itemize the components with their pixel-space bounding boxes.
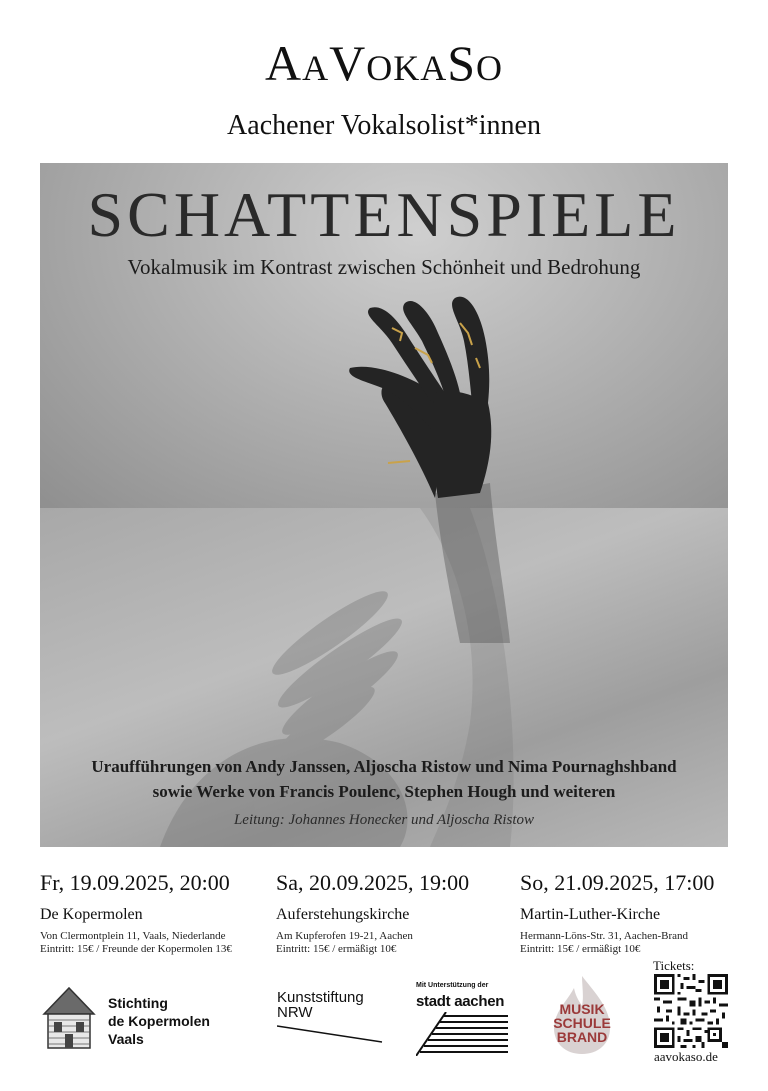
stadt-aachen-wordmark: stadt aachen (416, 993, 505, 1010)
event-address: Am Kupferofen 19-21, Aachen (276, 930, 413, 942)
event-venue: De Kopermolen (40, 906, 143, 923)
kopermolen-line: Vaals (108, 1031, 144, 1047)
event-venue: Auferstehungskirche (276, 906, 410, 923)
event-date: Fr, 19.09.2025, 20:00 (40, 870, 230, 895)
mill-building-icon (40, 984, 98, 1050)
brand-subtitle: Aachener Vokalsolist*innen (227, 110, 541, 141)
musikschule-line: MUSIK (559, 1001, 605, 1017)
stadt-aachen-stripes-icon (416, 1012, 508, 1056)
event-date: So, 21.09.2025, 17:00 (520, 870, 715, 895)
event-fee: Eintritt: 15€ / ermäßigt 10€ (520, 943, 641, 955)
event-fee: Eintritt: 15€ / ermäßigt 10€ (276, 943, 397, 955)
event-3 (520, 872, 714, 955)
conductors-line: Leitung: Johannes Honecker und Aljoscha Ristow (233, 812, 535, 828)
works-line: sowie Werke von Francis Poulenc, Stephen Hough und weiteren (152, 782, 616, 801)
stadt-aachen-logo (416, 982, 508, 1056)
musikschule-line: SCHULE (553, 1015, 611, 1031)
event-venue: Martin-Luther-Kirche (520, 906, 661, 923)
event-2 (276, 872, 469, 955)
musikschule-logo (548, 974, 616, 1056)
concert-title: SCHATTENSPIELE (87, 179, 681, 250)
kopermolen-line: de Kopermolen (108, 1013, 210, 1029)
support-label: Mit Unterstützung der (416, 982, 489, 989)
premieres-line: Uraufführungen von Andy Janssen, Aljoscha Ristow und Nima Pournaghshband (91, 757, 677, 776)
brand-title: AAVOKASO (264, 35, 504, 91)
tickets-url[interactable]: aavokaso.de (654, 1049, 718, 1064)
musikschule-line: BRAND (556, 1029, 608, 1045)
kunststiftung-line-graphic (277, 1020, 387, 1050)
concert-subtitle: Vokalmusik im Kontrast zwischen Schönheit und Bedrohung (127, 255, 641, 279)
event-address: Hermann-Löns-Str. 31, Aachen-Brand (520, 930, 689, 942)
kopermolen-line: Stichting (108, 995, 168, 1011)
kunststiftung-line: NRW (277, 1004, 313, 1021)
kunststiftung-line: Kunststiftung (277, 989, 364, 1006)
poster-image (40, 163, 728, 847)
event-1 (40, 872, 232, 955)
tickets-label: Tickets: (653, 958, 695, 973)
event-fee: Eintritt: 15€ / Freunde der Kopermolen 13€ (40, 943, 232, 955)
event-date: Sa, 20.09.2025, 19:00 (276, 870, 470, 895)
event-address: Von Clermontplein 11, Vaals, Niederlande (40, 930, 226, 942)
qr-code-icon[interactable] (654, 974, 728, 1048)
kunststiftung-logo (277, 990, 364, 1020)
